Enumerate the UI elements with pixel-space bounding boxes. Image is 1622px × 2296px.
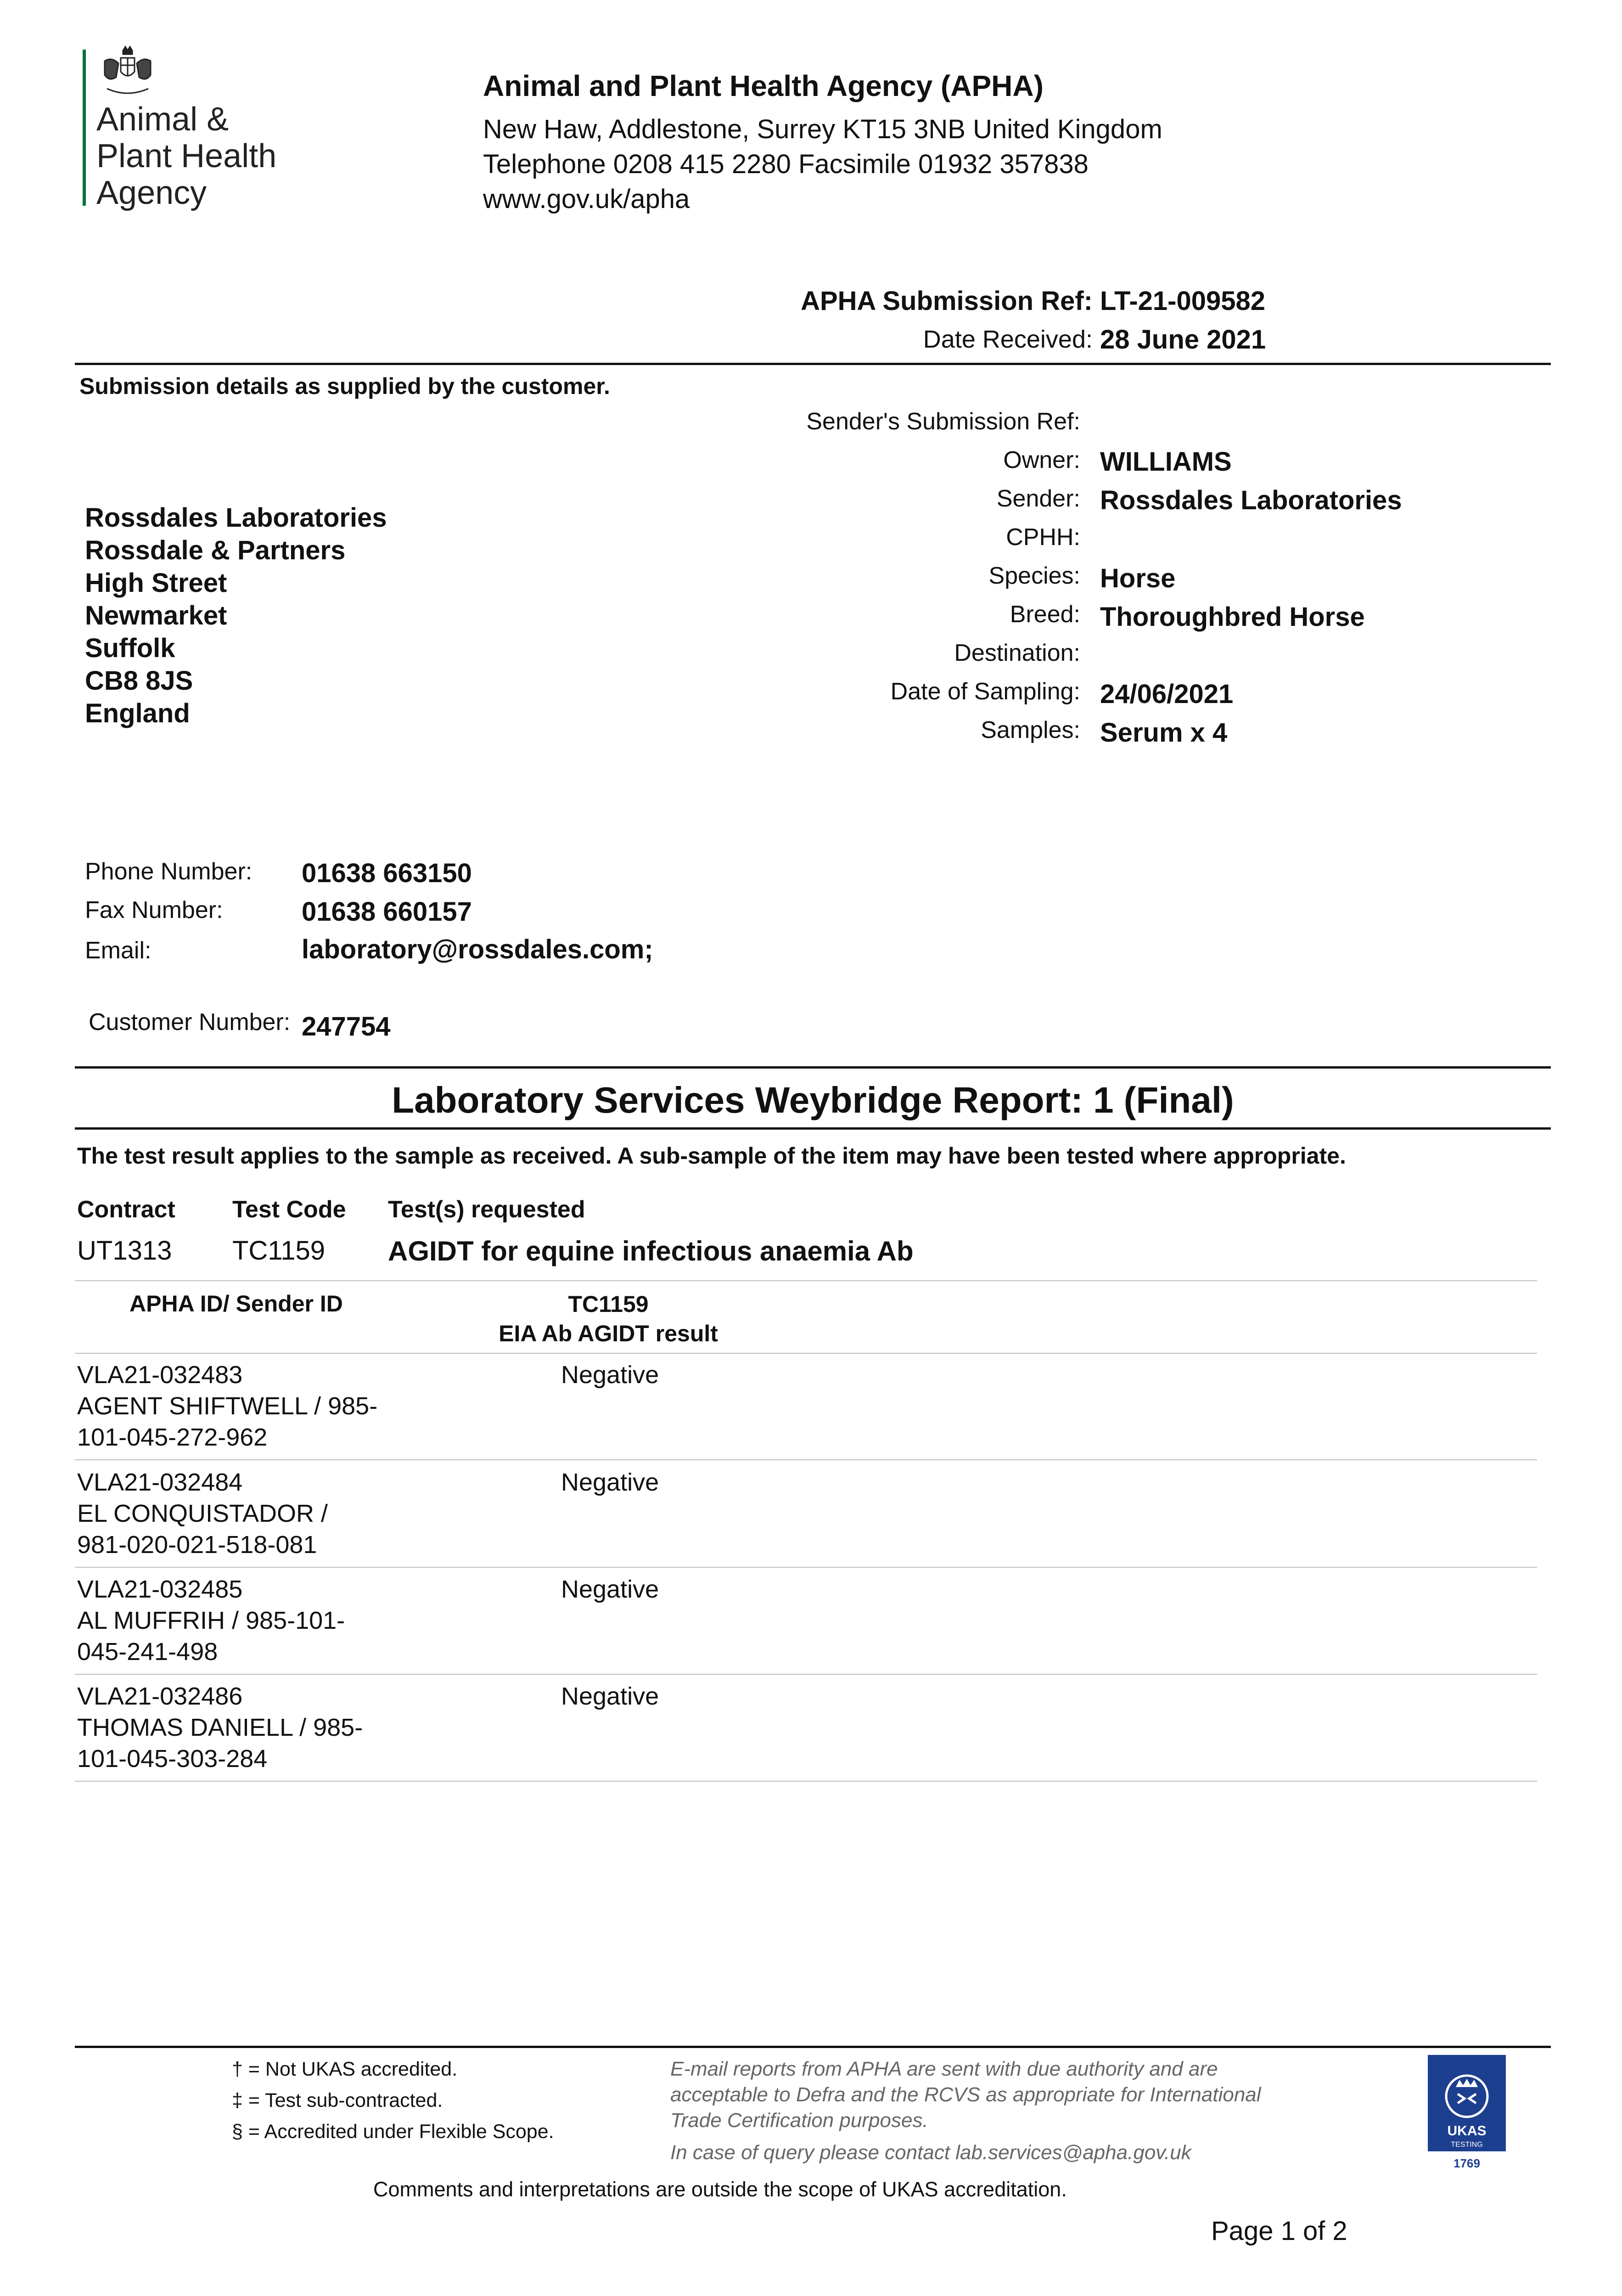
- owner-value: WILLIAMS: [1100, 447, 1232, 477]
- table-top-border: [75, 1280, 1537, 1281]
- agency-logo-text: [96, 101, 276, 211]
- note-line: Trade Certification purposes.: [670, 2109, 928, 2132]
- row-id-cell: [77, 1574, 345, 1667]
- fax-value: 01638 660157: [302, 897, 472, 927]
- row-id-line: 101-045-272-962: [77, 1424, 268, 1451]
- test-code-header: Test Code: [232, 1196, 346, 1223]
- contract-header: Contract: [77, 1196, 175, 1223]
- divider: [75, 363, 1551, 365]
- email-value[interactable]: laboratory@rossdales.com;: [302, 934, 653, 964]
- column-header-result-name: EIA Ab AGIDT result: [499, 1321, 718, 1346]
- agency-website[interactable]: www.gov.uk/apha: [483, 184, 690, 214]
- sampling-date-label: Date of Sampling:: [890, 678, 1080, 705]
- row-id-line: AGENT SHIFTWELL / 985-: [77, 1392, 378, 1420]
- sender-label: Sender:: [996, 485, 1080, 512]
- cphh-label: CPHH:: [1006, 524, 1080, 551]
- logo-line: Agency: [96, 174, 207, 211]
- column-header-result-code: TC1159: [568, 1291, 649, 1317]
- row-id-cell: [77, 1467, 328, 1560]
- row-border: [75, 1781, 1537, 1782]
- phone-value: 01638 663150: [302, 858, 472, 888]
- ukas-accreditation-badge-icon: [1426, 2053, 1508, 2177]
- report-title: Laboratory Services Weybridge Report: 1 (Final): [392, 1080, 1234, 1120]
- breed-label: Breed:: [1010, 601, 1080, 628]
- owner-label: Owner:: [1003, 447, 1080, 473]
- email-report-note: [670, 2056, 1261, 2133]
- row-id-line: VLA21-032484: [77, 1469, 243, 1496]
- fax-label: Fax Number:: [85, 897, 223, 923]
- row-result-cell: Negative: [561, 1576, 659, 1603]
- address-line: CB8 8JS: [85, 666, 193, 696]
- species-value: Horse: [1100, 563, 1176, 593]
- note-line: E-mail reports from APHA are sent with due authority and are: [670, 2058, 1218, 2080]
- report-disclaimer: The test result applies to the sample as received. A sub-sample of the item may have been tested where appropriate.: [77, 1143, 1346, 1169]
- ukas-badge-sub: TESTING: [1451, 2141, 1483, 2149]
- date-received-label: Date Received:: [923, 326, 1093, 353]
- row-id-line: 981-020-021-518-081: [77, 1531, 317, 1559]
- ukas-badge-name: UKAS: [1447, 2123, 1487, 2138]
- row-id-line: VLA21-032483: [77, 1361, 243, 1389]
- species-label: Species:: [988, 563, 1080, 589]
- divider: [75, 1066, 1551, 1069]
- row-id-line: VLA21-032486: [77, 1683, 243, 1710]
- footer-divider: [75, 2046, 1551, 2048]
- ukas-badge-number: 1769: [1454, 2156, 1480, 2170]
- row-result-cell: Negative: [561, 1361, 659, 1389]
- row-id-line: AL MUFFRIH / 985-101-: [77, 1607, 345, 1634]
- row-id-line: 045-241-498: [77, 1638, 218, 1666]
- ukas-comments-note: Comments and interpretations are outside the scope of UKAS accreditation.: [373, 2178, 1067, 2201]
- address-line: High Street: [85, 568, 227, 598]
- row-id-cell: [77, 1681, 363, 1774]
- email-label: Email:: [85, 937, 152, 964]
- logo-line: Animal &: [96, 101, 229, 138]
- row-result-cell: Negative: [561, 1683, 659, 1710]
- royal-coat-of-arms-icon: [95, 45, 160, 100]
- submission-note: Submission details as supplied by the customer.: [79, 373, 610, 399]
- agency-phone: Telephone 0208 415 2280 Facsimile 01932 357838: [483, 149, 1089, 179]
- breed-value: Thoroughbred Horse: [1100, 602, 1365, 632]
- row-border: [75, 1567, 1537, 1568]
- address-line: Newmarket: [85, 601, 227, 630]
- page-number: Page 1 of 2: [1211, 2216, 1347, 2246]
- test-code-value: TC1159: [232, 1236, 326, 1266]
- legend-line: § = Accredited under Flexible Scope.: [232, 2121, 554, 2143]
- customer-number-label: Customer Number:: [89, 1009, 291, 1035]
- agency-name: Animal and Plant Health Agency (APHA): [483, 69, 1044, 102]
- samples-value: Serum x 4: [1100, 718, 1228, 748]
- samples-label: Samples:: [981, 717, 1080, 743]
- submission-ref-value: LT-21-009582: [1100, 286, 1266, 316]
- submission-ref-label: APHA Submission Ref:: [801, 286, 1093, 316]
- column-header-result: [459, 1289, 758, 1348]
- row-result-cell: Negative: [561, 1469, 659, 1496]
- date-received-value: 28 June 2021: [1100, 325, 1266, 355]
- test-requested-value: AGIDT for equine infectious anaemia Ab: [388, 1236, 914, 1266]
- legend-line: † = Not UKAS accredited.: [232, 2058, 458, 2080]
- logo-line: Plant Health: [96, 138, 277, 174]
- address-line: England: [85, 698, 190, 728]
- address-line: Rossdale & Partners: [85, 535, 346, 565]
- table-header-border: [75, 1353, 1537, 1354]
- divider: [75, 1127, 1551, 1130]
- customer-address: [85, 501, 387, 730]
- row-id-line: 101-045-303-284: [77, 1745, 268, 1773]
- note-line: acceptable to Defra and the RCVS as appropriate for International: [670, 2083, 1261, 2106]
- address-line: Suffolk: [85, 633, 175, 663]
- query-contact[interactable]: In case of query please contact lab.services@apha.gov.uk: [670, 2141, 1191, 2164]
- sampling-date-value: 24/06/2021: [1100, 679, 1234, 709]
- sender-value: Rossdales Laboratories: [1100, 485, 1402, 515]
- phone-label: Phone Number:: [85, 858, 253, 885]
- row-id-line: VLA21-032485: [77, 1576, 243, 1603]
- accreditation-legend: [232, 2054, 554, 2147]
- logo-accent-bar: [83, 50, 86, 206]
- senders-ref-label: Sender's Submission Ref:: [806, 408, 1080, 435]
- row-id-line: THOMAS DANIELL / 985-: [77, 1714, 363, 1741]
- tests-requested-header: Test(s) requested: [388, 1196, 585, 1223]
- column-header-id: APHA ID/ Sender ID: [129, 1291, 343, 1317]
- customer-number-value: 247754: [302, 1012, 391, 1041]
- agency-address: New Haw, Addlestone, Surrey KT15 3NB United Kingdom: [483, 114, 1162, 144]
- legend-line: ‡ = Test sub-contracted.: [232, 2089, 443, 2111]
- contract-value: UT1313: [77, 1236, 172, 1266]
- row-id-cell: [77, 1359, 377, 1453]
- row-id-line: EL CONQUISTADOR /: [77, 1500, 328, 1527]
- row-border: [75, 1674, 1537, 1675]
- destination-label: Destination:: [954, 640, 1080, 666]
- address-line: Rossdales Laboratories: [85, 503, 387, 533]
- row-border: [75, 1459, 1537, 1460]
